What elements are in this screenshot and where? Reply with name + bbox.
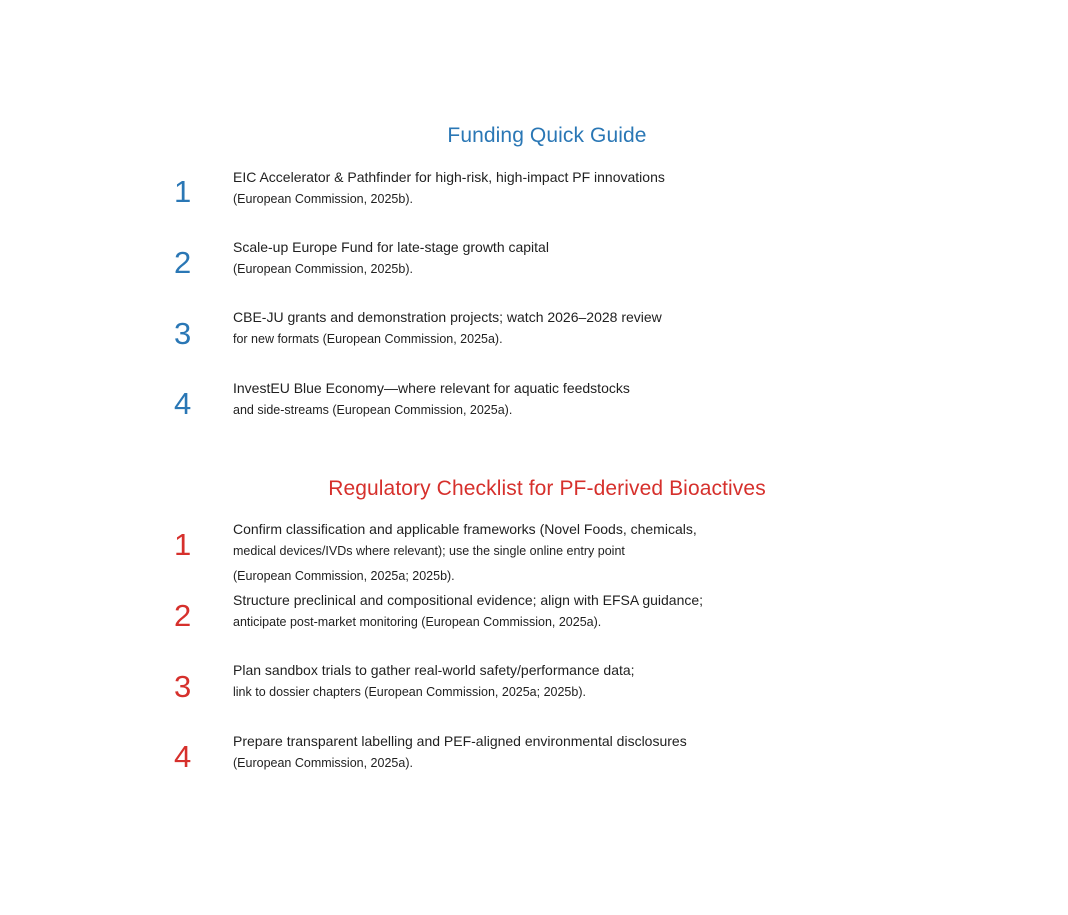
- funding-item-main: Scale-up Europe Fund for late-stage growth capital: [233, 239, 549, 255]
- funding-item-text: [233, 237, 833, 282]
- funding-item-citation: (European Commission, 2025b).: [233, 262, 413, 276]
- regulatory-item-citation: (European Commission, 2025a).: [233, 756, 413, 770]
- funding-item-text: [233, 307, 833, 352]
- regulatory-item-main: Plan sandbox trials to gather real-world safety/performance data;: [233, 662, 635, 678]
- regulatory-item-detail: medical devices/IVDs where relevant); use the single online entry point: [233, 544, 625, 558]
- regulatory-item-citation: anticipate post-market monitoring (European Commission, 2025a).: [233, 615, 602, 629]
- regulatory-item-number: 2: [174, 598, 192, 633]
- regulatory-item-number: 1: [174, 527, 192, 562]
- funding-item: [0, 167, 1068, 227]
- regulatory-item: [0, 731, 1068, 791]
- funding-item-citation: and side-streams (European Commission, 2025a).: [233, 403, 513, 417]
- regulatory-item-number: 4: [174, 739, 192, 774]
- regulatory-item-main: Structure preclinical and compositional evidence; align with EFSA guidance;: [233, 592, 704, 608]
- funding-item-number: 1: [174, 174, 192, 209]
- funding-item-number: 2: [174, 245, 192, 280]
- regulatory-item-citation: (European Commission, 2025a; 2025b).: [233, 569, 455, 583]
- regulatory-item: [0, 590, 1068, 650]
- regulatory-item-text: [233, 590, 833, 635]
- funding-title: Funding Quick Guide: [447, 124, 647, 147]
- regulatory-item-number: 3: [174, 669, 192, 704]
- regulatory-item: [0, 519, 1068, 591]
- regulatory-item-main: Prepare transparent labelling and PEF-aligned environmental disclosures: [233, 733, 687, 749]
- regulatory-title: Regulatory Checklist for PF-derived Bioactives: [328, 477, 766, 500]
- regulatory-item-citation: link to dossier chapters (European Commission, 2025a; 2025b).: [233, 685, 586, 699]
- regulatory-item: [0, 660, 1068, 720]
- funding-item-number: 4: [174, 386, 192, 421]
- funding-item-main: InvestEU Blue Economy—where relevant for aquatic feedstocks: [233, 380, 630, 396]
- funding-item-text: [233, 167, 833, 212]
- funding-item-text: [233, 378, 833, 423]
- regulatory-item-text: [233, 731, 833, 776]
- funding-item-main: EIC Accelerator & Pathfinder for high-risk, high-impact PF innovations: [233, 169, 665, 185]
- funding-item-citation: (European Commission, 2025b).: [233, 192, 413, 206]
- regulatory-item-text: [233, 660, 833, 705]
- funding-item-number: 3: [174, 316, 192, 351]
- funding-item: [0, 307, 1068, 367]
- funding-item-main: CBE-JU grants and demonstration projects; watch 2026–2028 review: [233, 309, 662, 325]
- funding-item: [0, 378, 1068, 438]
- funding-item-citation: for new formats (European Commission, 2025a).: [233, 332, 503, 346]
- regulatory-item-text: [233, 519, 833, 589]
- regulatory-item-main: Confirm classification and applicable frameworks (Novel Foods, chemicals,: [233, 521, 697, 537]
- funding-item: [0, 237, 1068, 297]
